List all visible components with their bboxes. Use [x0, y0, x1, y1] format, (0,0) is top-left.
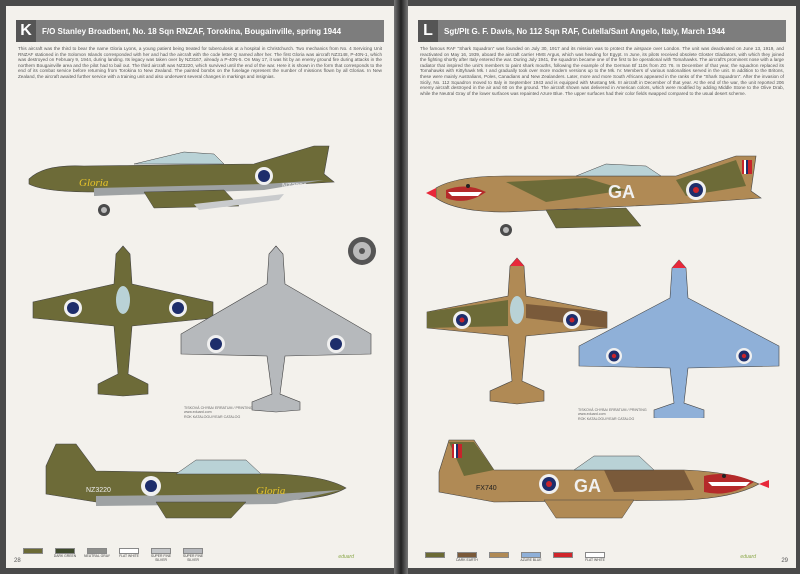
left-profile-bottom: [26, 426, 356, 536]
left-color-swatch: [52, 548, 78, 562]
left-color-legend: [20, 548, 206, 562]
right-color-legend: [422, 552, 608, 562]
left-serial: NZ3220: [282, 183, 307, 190]
left-color-chip: [23, 548, 43, 554]
right-code-bottom: GA: [574, 476, 601, 496]
left-color-swatch: [84, 548, 110, 562]
left-credit-line-3: ROK KATALOGU/YEAR CATALOG: [184, 414, 241, 419]
right-bottom-view: [574, 258, 784, 418]
right-color-swatch: [486, 552, 512, 562]
right-color-chip: [425, 552, 445, 558]
right-color-label: DARK EARTH: [456, 558, 478, 562]
right-badge: L: [418, 20, 438, 42]
left-credit-line-2: www.eduard.com: [184, 410, 212, 415]
right-color-swatch: [550, 552, 576, 562]
gutter: [394, 0, 408, 574]
left-title: F/O Stanley Broadbent, No. 18 Sqn RNZAF, Torokina, Bougainville, spring 1944: [42, 26, 342, 36]
right-page: [408, 6, 796, 568]
right-credit: [578, 408, 647, 421]
left-serial-2: NZ3220: [86, 487, 111, 494]
right-profile-top: [426, 146, 766, 246]
left-page-number: 28: [14, 558, 21, 564]
right-color-swatch: [422, 552, 448, 562]
left-credit: [184, 406, 253, 419]
left-color-label: SUPER FINE SILVER: [150, 554, 172, 562]
right-color-swatch: [454, 552, 480, 562]
left-color-swatch: [148, 548, 174, 562]
right-credit-line-3: ROK KATALOGU/YEAR CATALOG: [578, 416, 635, 421]
right-color-swatch: [582, 552, 608, 562]
left-credit-line-1: TISKOVÁ CHYBA/ ERRATUM / PRINTING: [184, 406, 253, 410]
left-badge: K: [16, 20, 36, 42]
right-color-chip: [489, 552, 509, 558]
left-bottom-view: [176, 244, 376, 414]
right-title: Sgt/Plt G. F. Davis, No 112 Sqn RAF, Cutella/Sant Angelo, Italy, March 1944: [444, 26, 725, 36]
left-header: [16, 20, 384, 42]
left-color-label: NEUTRAL GRAY: [84, 554, 110, 558]
right-serial: FX740: [476, 485, 497, 492]
right-color-chip: [553, 552, 573, 558]
left-logo: eduard: [338, 554, 354, 560]
right-credit-line-1: TISKOVÁ CHYBA/ ERRATUM / PRINTING: [578, 408, 647, 412]
right-logo: eduard: [740, 554, 756, 560]
left-color-label: FLAT WHITE: [119, 554, 139, 558]
right-color-swatch: [518, 552, 544, 562]
right-code-top: GA: [608, 182, 635, 202]
left-name-art: Gloria: [79, 177, 109, 189]
right-credit-line-2: www.eduard.com: [578, 412, 606, 417]
right-page-number: 29: [781, 558, 788, 564]
right-color-label: AZURE BLUE: [520, 558, 542, 562]
right-body: The famous RAF "Shark Squadron" was founded on July 30, 1917 and its mission was to protect the airspace over London. The unit was deactivated on June 13, 1919, and reactivated on May 16, 1939, aboard the aircraft carrier HMS Argus, which was heading for Egypt. In June, its pilots received obsolete Gloster Gladiators, with which they joined the fighting shortly after Italy entered the war. During July 1941, the squadron became one of the first to be operational with Tomahawks. The aircraft's prominent nose with a large radiator that inspired the unit's members to paint shark mouths, following the example of the German Bf 110s from ZG 76. In December of that year, the squadron replaced its Tomahawks with Kittyhawk Mk. I and gradually took over more modern versions up to the Mk. IV. Members of various nationalities served in the unit. In addition to the Britons, these were mainly Australians, Poles, Canadians and New Zealanders. Later, more and more South Africans appeared in the ranks of the "Shark Squadron". After the invasion of Sicily, No. 112 Squadron moved to Italy in September 1943 and is equipped with Mustang Mk. III aircraft in December of that year. At the end of the war, the unit reported 206 enemy aircraft destroyed in the air and 60 on the ground. The aircraft shown was delivered in American colors, which were modified by adding Middle Stone to the Olive Drab, while the Neutral Gray of the lower surfaces was repainted Azure Blue. The upper surfaces had their color fields swapped compared to the usual desert scheme.: [420, 46, 784, 96]
left-name-art-2: Gloria: [256, 485, 286, 497]
left-page: [6, 6, 394, 568]
left-color-swatch: [180, 548, 206, 562]
left-color-swatch: [116, 548, 142, 562]
right-profile-bottom: [424, 430, 774, 540]
right-color-label: FLAT WHITE: [585, 558, 605, 562]
left-color-label: SUPER FINE SILVER: [182, 554, 204, 562]
right-header: [418, 20, 786, 42]
left-body: This aircraft was the third to bear the name Gloria Lyons, a young patient being treated for tuberculosis at a hospital in Christchurch. Two mechanics from No. 4 Servicing Unit RNZAF stationed in the Solomon Islands corresponded with her and had the aircraft with the code letter Q named after her. The first Gloria was aircraft NZ3148, P-40N-1, which was destroyed on February 9, 1944, during landing. Its legacy was taken over by NZ3167, already a P-40N-5. On May 17, it was hit by an enemy ground fire during attacks in the northern Bougainville area and the pilot had to bail out. The third aircraft was NZ3220, which survived until the end of the war. Here it is shown in the form that corresponds to the end of its combat service before returning from Torokina to New Zealand. The painted bombs on the fuselage represent the number of missions flown by all Glorias. In New Zealand, the aircraft awaited further service with a training unit and also underwent several changes in markings and insignias.: [18, 46, 382, 79]
left-color-label: DARK GREEN: [53, 554, 77, 558]
left-color-swatch: [20, 548, 46, 562]
left-profile-top: [24, 124, 344, 224]
